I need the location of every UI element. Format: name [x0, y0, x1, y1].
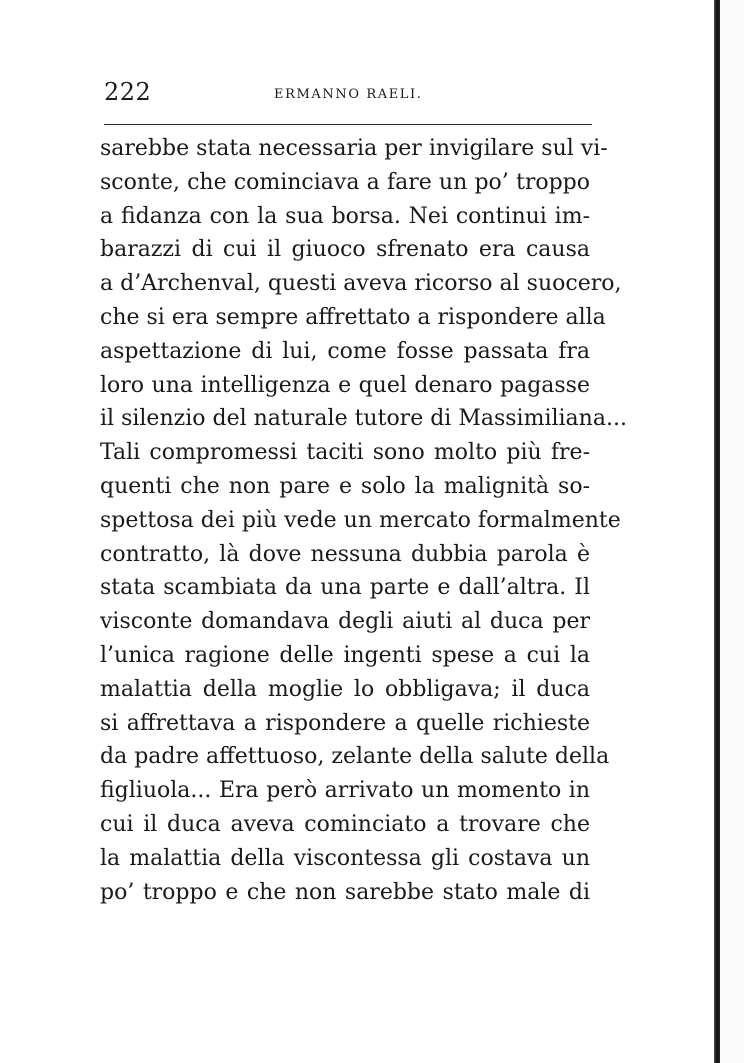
page-number: 222	[104, 78, 152, 106]
text-line: loro una intelligenza e quel denaro pagasse	[100, 372, 590, 398]
text-line: figliuola... Era però arrivato un momento in	[100, 778, 590, 804]
text-line: Tali compromessi taciti sono molto più fre-	[100, 440, 590, 466]
text-line: po’ troppo e che non sarebbe stato male di	[100, 879, 590, 905]
text-line: a fidanza con la sua borsa. Nei continui im-	[100, 203, 590, 229]
text-line: stata scambiata da una parte e dall’altra. Il	[100, 575, 590, 601]
header-rule	[104, 124, 592, 125]
body-text	[100, 132, 627, 909]
text-line: a d’Archenval, questi aveva ricorso al suocero,	[100, 271, 622, 297]
running-title: ERMANNO RAELI.	[274, 87, 423, 102]
page-edge-margin	[720, 0, 744, 1063]
text-line: spettosa dei più vede un mercato formalmente	[100, 507, 621, 533]
text-line: quenti che non pare e solo la malignità so-	[100, 473, 590, 499]
text-line: che si era sempre affrettato a rispondere alla	[100, 304, 606, 330]
text-line: si affrettava a rispondere a quelle richieste	[100, 710, 590, 736]
text-line: sarebbe stata necessaria per invigilare sul vi-	[100, 136, 608, 161]
text-line: il silenzio del naturale tutore di Massimiliana...	[100, 406, 627, 432]
text-line: da padre affettuoso, zelante della salute della	[100, 744, 610, 770]
text-line: l’unica ragione delle ingenti spese a cui la	[100, 642, 590, 668]
text-line: barazzi di cui il giuoco sfrenato era causa	[100, 237, 590, 263]
text-line: visconte domandava degli aiuti al duca per	[100, 609, 590, 635]
text-line: contratto, là dove nessuna dubbia parola è	[100, 541, 590, 567]
text-line: la malattia della viscontessa gli costava un	[100, 845, 590, 871]
text-line: sconte, che cominciava a fare un po’ troppo	[100, 169, 590, 195]
page-header	[104, 78, 592, 108]
text-line: malattia della moglie lo obbligava; il duca	[100, 676, 590, 702]
text-line: aspettazione di lui, come fosse passata fra	[100, 338, 590, 364]
text-line: cui il duca aveva cominciato a trovare che	[100, 811, 590, 837]
